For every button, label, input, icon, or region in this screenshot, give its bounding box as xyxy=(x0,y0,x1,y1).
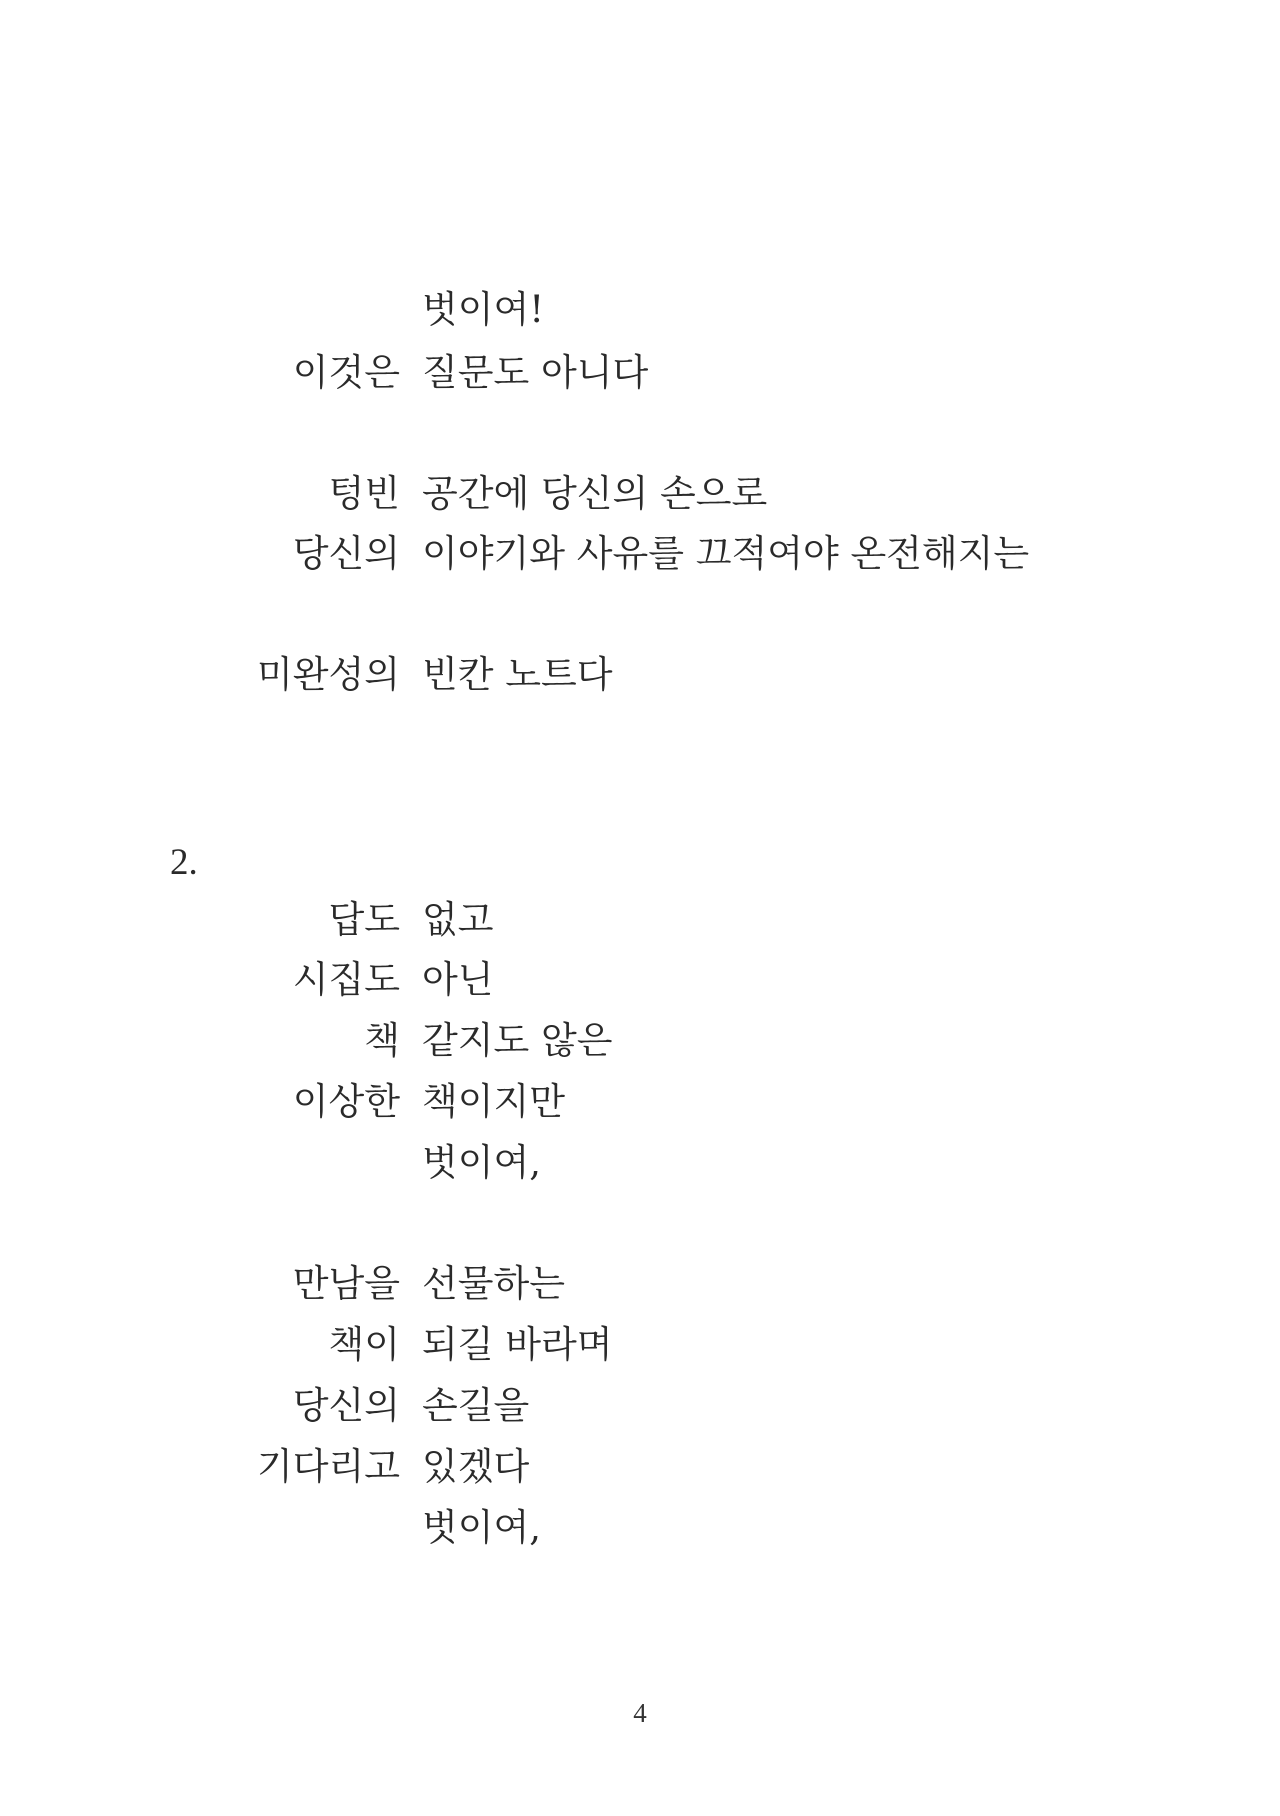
section-number: 2. xyxy=(170,842,198,883)
poem-line xyxy=(0,1013,1280,1069)
poem-line xyxy=(0,1317,1280,1373)
poem-line-left: 책이 xyxy=(328,1323,400,1366)
poem-line xyxy=(0,1378,1280,1434)
poem-line-left: 기다리고 xyxy=(257,1445,400,1488)
poem-line-left: 이상한 xyxy=(292,1080,400,1123)
poem-line-left: 텅빈 xyxy=(328,472,400,515)
poem-line xyxy=(0,1500,1280,1556)
poem-line xyxy=(0,282,1280,338)
poem-line-right: 손길을 xyxy=(422,1384,530,1427)
poem-line-left: 책 xyxy=(364,1019,400,1062)
poem-line-left: 미완성의 xyxy=(257,653,400,696)
poem-line-left: 시집도 xyxy=(292,958,400,1001)
poem-line-right: 벗이여, xyxy=(422,1141,541,1184)
poem-line-right: 질문도 아니다 xyxy=(422,351,649,394)
poem-line-left: 당신의 xyxy=(292,532,400,575)
poem-line-right: 빈칸 노트다 xyxy=(422,653,613,696)
poem-line-right: 같지도 않은 xyxy=(422,1019,613,1062)
poem-line-right: 이야기와 사유를 끄적여야 온전해지는 xyxy=(422,532,1030,575)
page-number: 4 xyxy=(633,1698,647,1728)
poem-line-right: 공간에 당신의 손으로 xyxy=(422,472,768,515)
poem-line-right: 되길 바라며 xyxy=(422,1323,613,1366)
poem-line xyxy=(0,647,1280,703)
poem-line-left: 답도 xyxy=(328,898,400,941)
poem-line xyxy=(0,1135,1280,1191)
poem-line-right: 선물하는 xyxy=(422,1262,565,1305)
poem-line-left: 이것은 xyxy=(292,351,400,394)
poem-line-right: 벗이여! xyxy=(422,288,545,331)
poem-line-left: 당신의 xyxy=(292,1384,400,1427)
poem-line-right: 아닌 xyxy=(422,958,494,1001)
poem-line xyxy=(0,892,1280,948)
poem-line xyxy=(0,1439,1280,1495)
poem-line xyxy=(0,345,1280,401)
poem-line-right: 있겠다 xyxy=(422,1445,530,1488)
poem-line-right: 책이지만 xyxy=(422,1080,565,1123)
poem-line xyxy=(0,1256,1280,1312)
poem-line-right: 없고 xyxy=(422,898,494,941)
poem-line xyxy=(0,1074,1280,1130)
poem-line-right: 벗이여, xyxy=(422,1506,541,1549)
poem-line-left: 만남을 xyxy=(292,1262,400,1305)
poem-line xyxy=(0,526,1280,582)
poem-line xyxy=(0,952,1280,1008)
poem-line xyxy=(0,466,1280,522)
